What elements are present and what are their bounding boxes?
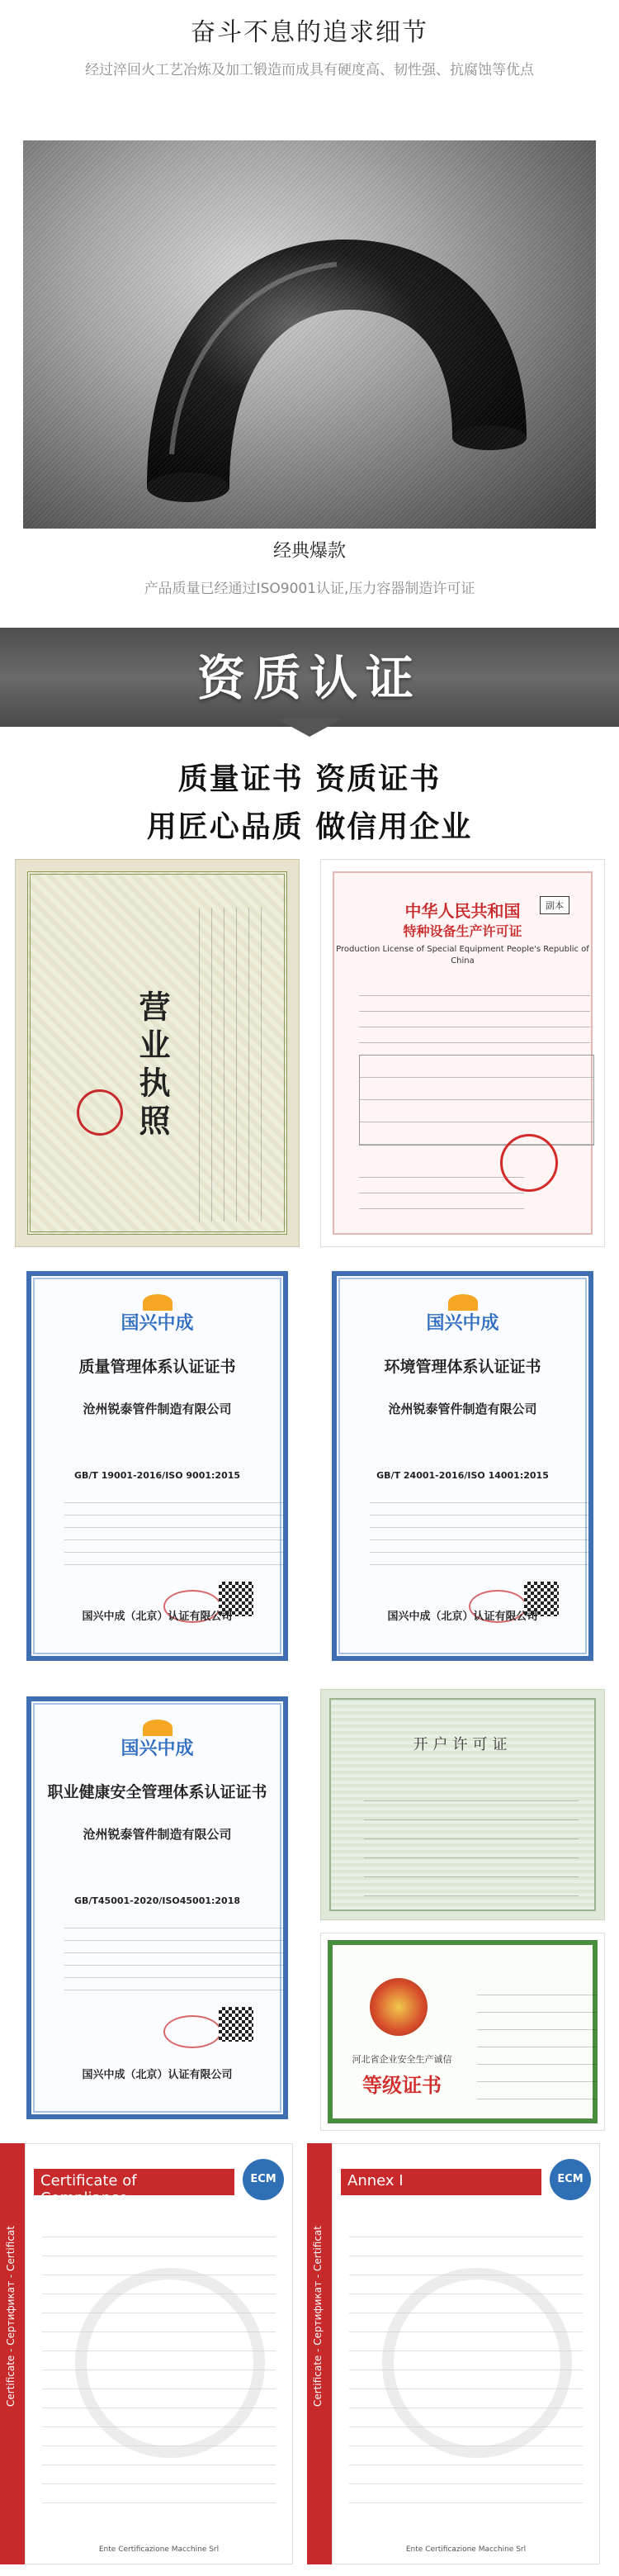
ecm-logo-icon: ECM [550,2159,591,2200]
grade-org: 河北省企业安全生产诚信 [352,2054,452,2065]
elbow-pipe-image [23,140,596,529]
product-photo [23,140,596,529]
qr-code-icon [219,2007,253,2042]
banner-arrow [276,719,343,737]
product-name: 经典爆款 [272,541,346,562]
ecm-logo-icon: ECM [243,2159,284,2200]
certification-banner [0,628,619,727]
business-license-image [15,859,300,1247]
license-title: 营业执照 [134,990,170,1142]
cert-logo: 国兴中成 [426,1313,499,1334]
cert-logo: 国兴中成 [120,1739,194,1759]
gxzc-logo-icon [448,1294,478,1311]
license-frame [27,871,287,1235]
grade-title: 等级证书 [362,2074,442,2097]
banner-title: 资质认证 [196,650,422,706]
ce-head: Certificate of Compliance [34,2169,234,2195]
cert-standard: GB/T 24001-2016/ISO 14001:2015 [376,1470,549,1481]
product-desc: 产品质量已经通过ISO9001认证,压力容器制造许可证 [144,581,475,597]
certificate-of-compliance-image [0,2143,293,2564]
seal-icon [77,1089,123,1136]
side-text: Certificate - Сертификат - Certificat [312,2226,324,2408]
special-title-cn2: 特种设备生产许可证 [403,923,522,939]
license-table [359,1055,594,1146]
product-hero [0,0,619,628]
gxzc-logo-icon [143,1294,172,1311]
cert-company: 沧州锐泰管件制造有限公司 [83,1402,232,1416]
watermark-icon [382,2268,572,2458]
cert-title: 职业健康安全管理体系认证证书 [47,1783,267,1801]
quality-management-cert-image [15,1260,300,1672]
cert-logo: 国兴中成 [120,1313,194,1334]
slogan-line-1: 质量证书 资质证书 [177,762,442,796]
cert-standard: GB/T 19001-2016/ISO 9001:2015 [73,1470,241,1481]
safety-grade-cert-image [320,1933,605,2131]
ce-footer: Ente Certificazione Macchine Srl [405,2545,527,2554]
cert-footer: 国兴中成（北京）认证有限公司 [82,1611,233,1623]
permit-title: 开户许可证 [413,1736,513,1753]
special-title-cn: 中华人民共和国 [404,901,521,921]
cert-company: 沧州锐泰管件制造有限公司 [388,1402,537,1416]
signature-icon [163,2015,221,2048]
side-text: Certificate - Сертификат - Certificat [5,2226,17,2408]
special-title-en: Production License of Special Equipment People's Republic of China [336,945,589,965]
ce-head: Annex I [341,2169,541,2195]
annex-certificate-image [307,2143,600,2564]
hero-subtitle: 经过淬回火工艺冶炼及加工锻造而成具有硬度高、韧性强、抗腐蚀等优点 [85,62,534,78]
gxzc-logo-icon [143,1720,172,1736]
environment-management-cert-image [320,1260,605,1672]
cert-footer: 国兴中成（北京）认证有限公司 [387,1611,538,1623]
cert-title: 质量管理体系认证证书 [78,1358,236,1376]
cert-company: 沧州锐泰管件制造有限公司 [83,1827,232,1842]
copy-badge: 副本 [540,896,569,914]
emblem-icon [370,1978,428,2036]
seal-icon [500,1134,558,1192]
slogan-line-2: 用匠心品质 做信用企业 [146,810,473,844]
special-equipment-license-image [320,859,605,1247]
ce-footer: Ente Certificazione Macchine Srl [98,2545,220,2554]
cert-title: 环境管理体系认证证书 [384,1358,541,1376]
occupational-health-cert-image [15,1685,300,2131]
hero-title: 奋斗不息的追求细节 [191,18,428,47]
account-permit-image [320,1689,605,1920]
cert-footer: 国兴中成（北京）认证有限公司 [82,2069,233,2081]
watermark-icon [75,2268,265,2458]
cert-standard: GB/T45001-2020/ISO45001:2018 [73,1895,241,1906]
